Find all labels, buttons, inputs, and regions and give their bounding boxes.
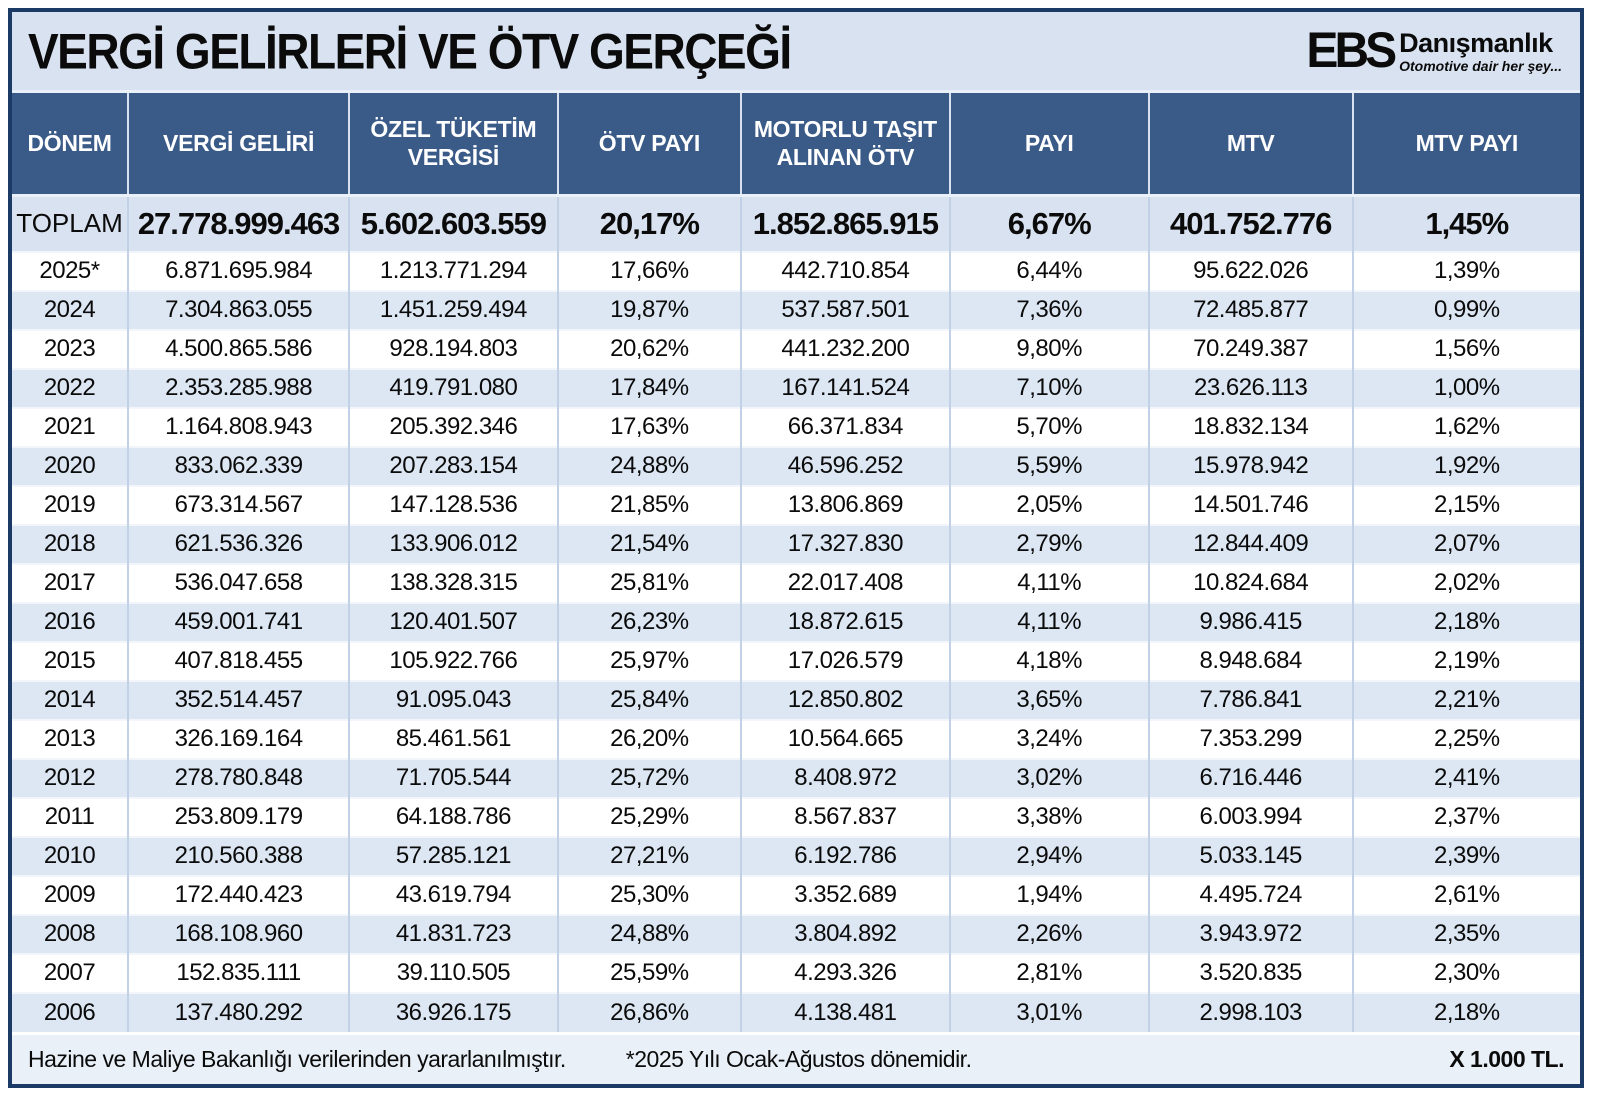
column-header-0: DÖNEM <box>12 92 128 196</box>
value-cell-5: 5.033.145 <box>1149 837 1353 876</box>
value-cell-0: 168.108.960 <box>128 915 349 954</box>
value-cell-0: 352.514.457 <box>128 681 349 720</box>
value-cell-0: 278.780.848 <box>128 759 349 798</box>
value-cell-1: 105.922.766 <box>349 642 558 681</box>
period-cell: 2007 <box>12 954 128 993</box>
value-cell-2: 17,63% <box>558 408 741 447</box>
page-title: VERGİ GELİRLERİ VE ÖTV GERÇEĞİ <box>28 22 791 80</box>
value-cell-0: 536.047.658 <box>128 564 349 603</box>
value-cell-2: 24,88% <box>558 915 741 954</box>
value-cell-1: 36.926.175 <box>349 993 558 1032</box>
value-cell-5: 3.520.835 <box>1149 954 1353 993</box>
value-cell-5: 15.978.942 <box>1149 447 1353 486</box>
value-cell-0: 407.818.455 <box>128 642 349 681</box>
value-cell-3: 8.408.972 <box>741 759 950 798</box>
value-cell-0: 172.440.423 <box>128 876 349 915</box>
value-cell-5: 6.003.994 <box>1149 798 1353 837</box>
value-cell-3: 1.852.865.915 <box>741 196 950 252</box>
period-cell: 2019 <box>12 486 128 525</box>
value-cell-0: 621.536.326 <box>128 525 349 564</box>
value-cell-3: 441.232.200 <box>741 330 950 369</box>
value-cell-3: 10.564.665 <box>741 720 950 759</box>
value-cell-3: 4.293.326 <box>741 954 950 993</box>
value-cell-3: 17.026.579 <box>741 642 950 681</box>
value-cell-0: 673.314.567 <box>128 486 349 525</box>
value-cell-4: 3,38% <box>950 798 1149 837</box>
value-cell-5: 7.353.299 <box>1149 720 1353 759</box>
value-cell-4: 4,11% <box>950 564 1149 603</box>
value-cell-2: 25,84% <box>558 681 741 720</box>
table-row-2007 <box>12 954 1580 993</box>
value-cell-4: 7,10% <box>950 369 1149 408</box>
period-cell: 2024 <box>12 291 128 330</box>
period-cell: 2015 <box>12 642 128 681</box>
table-row-2012 <box>12 759 1580 798</box>
table-row-2019 <box>12 486 1580 525</box>
total-row <box>12 196 1580 252</box>
value-cell-2: 25,72% <box>558 759 741 798</box>
period-cell: 2023 <box>12 330 128 369</box>
table-row-2022 <box>12 369 1580 408</box>
value-cell-5: 14.501.746 <box>1149 486 1353 525</box>
value-cell-3: 6.192.786 <box>741 837 950 876</box>
value-cell-3: 46.596.252 <box>741 447 950 486</box>
value-cell-1: 205.392.346 <box>349 408 558 447</box>
value-cell-0: 27.778.999.463 <box>128 196 349 252</box>
footer-band <box>12 1032 1580 1084</box>
value-cell-5: 95.622.026 <box>1149 252 1353 291</box>
value-cell-2: 26,23% <box>558 603 741 642</box>
period-cell: 2012 <box>12 759 128 798</box>
tax-revenue-table <box>12 90 1580 1032</box>
value-cell-6: 2,61% <box>1353 876 1580 915</box>
ebs-logo-brand: Danışmanlık <box>1399 27 1553 58</box>
value-cell-0: 7.304.863.055 <box>128 291 349 330</box>
value-cell-4: 3,65% <box>950 681 1149 720</box>
value-cell-6: 2,39% <box>1353 837 1580 876</box>
period-cell: 2014 <box>12 681 128 720</box>
period-cell: 2025* <box>12 252 128 291</box>
value-cell-1: 133.906.012 <box>349 525 558 564</box>
value-cell-0: 833.062.339 <box>128 447 349 486</box>
value-cell-4: 6,44% <box>950 252 1149 291</box>
period-cell: 2010 <box>12 837 128 876</box>
value-cell-1: 147.128.536 <box>349 486 558 525</box>
value-cell-1: 120.401.507 <box>349 603 558 642</box>
value-cell-4: 5,59% <box>950 447 1149 486</box>
column-header-4: MOTORLU TAŞIT ALINAN ÖTV <box>741 92 950 196</box>
value-cell-4: 7,36% <box>950 291 1149 330</box>
ebs-logo <box>1306 22 1562 79</box>
table-row-2023 <box>12 330 1580 369</box>
ebs-logo-mark: EBS <box>1306 22 1394 79</box>
value-cell-2: 20,17% <box>558 196 741 252</box>
table-row-2011 <box>12 798 1580 837</box>
period-cell: 2018 <box>12 525 128 564</box>
value-cell-2: 26,86% <box>558 993 741 1032</box>
value-cell-6: 2,19% <box>1353 642 1580 681</box>
value-cell-1: 928.194.803 <box>349 330 558 369</box>
value-cell-4: 2,05% <box>950 486 1149 525</box>
value-cell-4: 3,24% <box>950 720 1149 759</box>
table-header-row <box>12 92 1580 196</box>
value-cell-3: 18.872.615 <box>741 603 950 642</box>
value-cell-0: 253.809.179 <box>128 798 349 837</box>
column-header-6: MTV <box>1149 92 1353 196</box>
value-cell-0: 459.001.741 <box>128 603 349 642</box>
column-header-2: ÖZEL TÜKETİM VERGİSİ <box>349 92 558 196</box>
value-cell-0: 6.871.695.984 <box>128 252 349 291</box>
value-cell-6: 2,25% <box>1353 720 1580 759</box>
value-cell-2: 17,66% <box>558 252 741 291</box>
value-cell-5: 70.249.387 <box>1149 330 1353 369</box>
value-cell-3: 167.141.524 <box>741 369 950 408</box>
table-row-2010 <box>12 837 1580 876</box>
value-cell-2: 25,81% <box>558 564 741 603</box>
value-cell-1: 207.283.154 <box>349 447 558 486</box>
footer-unit-note: X 1.000 TL. <box>1449 1046 1564 1072</box>
value-cell-2: 19,87% <box>558 291 741 330</box>
value-cell-5: 3.943.972 <box>1149 915 1353 954</box>
table-row-2008 <box>12 915 1580 954</box>
value-cell-4: 3,02% <box>950 759 1149 798</box>
period-cell: 2009 <box>12 876 128 915</box>
period-cell: 2013 <box>12 720 128 759</box>
value-cell-1: 41.831.723 <box>349 915 558 954</box>
period-cell: 2021 <box>12 408 128 447</box>
value-cell-4: 4,11% <box>950 603 1149 642</box>
value-cell-1: 1.451.259.494 <box>349 291 558 330</box>
value-cell-4: 9,80% <box>950 330 1149 369</box>
value-cell-6: 2,07% <box>1353 525 1580 564</box>
value-cell-6: 1,39% <box>1353 252 1580 291</box>
value-cell-6: 0,99% <box>1353 291 1580 330</box>
value-cell-0: 2.353.285.988 <box>128 369 349 408</box>
value-cell-3: 13.806.869 <box>741 486 950 525</box>
value-cell-4: 2,26% <box>950 915 1149 954</box>
table-row-2025 <box>12 252 1580 291</box>
period-cell: 2022 <box>12 369 128 408</box>
value-cell-1: 64.188.786 <box>349 798 558 837</box>
period-cell: 2011 <box>12 798 128 837</box>
title-band <box>12 12 1580 90</box>
period-cell: 2017 <box>12 564 128 603</box>
value-cell-6: 1,00% <box>1353 369 1580 408</box>
value-cell-2: 27,21% <box>558 837 741 876</box>
table-row-2018 <box>12 525 1580 564</box>
value-cell-6: 2,18% <box>1353 603 1580 642</box>
value-cell-2: 25,29% <box>558 798 741 837</box>
column-header-1: VERGİ GELİRİ <box>128 92 349 196</box>
value-cell-6: 2,02% <box>1353 564 1580 603</box>
value-cell-2: 25,59% <box>558 954 741 993</box>
table-row-2021 <box>12 408 1580 447</box>
value-cell-6: 1,62% <box>1353 408 1580 447</box>
value-cell-5: 23.626.113 <box>1149 369 1353 408</box>
value-cell-5: 9.986.415 <box>1149 603 1353 642</box>
value-cell-4: 5,70% <box>950 408 1149 447</box>
column-header-5: PAYI <box>950 92 1149 196</box>
value-cell-5: 12.844.409 <box>1149 525 1353 564</box>
value-cell-1: 85.461.561 <box>349 720 558 759</box>
value-cell-6: 2,15% <box>1353 486 1580 525</box>
period-cell: TOPLAM <box>12 196 128 252</box>
value-cell-3: 537.587.501 <box>741 291 950 330</box>
value-cell-0: 137.480.292 <box>128 993 349 1032</box>
value-cell-3: 22.017.408 <box>741 564 950 603</box>
value-cell-2: 24,88% <box>558 447 741 486</box>
value-cell-6: 2,41% <box>1353 759 1580 798</box>
value-cell-6: 2,37% <box>1353 798 1580 837</box>
value-cell-2: 17,84% <box>558 369 741 408</box>
value-cell-6: 1,56% <box>1353 330 1580 369</box>
value-cell-1: 39.110.505 <box>349 954 558 993</box>
column-header-7: MTV PAYI <box>1353 92 1580 196</box>
value-cell-1: 138.328.315 <box>349 564 558 603</box>
value-cell-2: 20,62% <box>558 330 741 369</box>
value-cell-3: 3.352.689 <box>741 876 950 915</box>
value-cell-6: 2,18% <box>1353 993 1580 1032</box>
value-cell-1: 5.602.603.559 <box>349 196 558 252</box>
value-cell-1: 57.285.121 <box>349 837 558 876</box>
table-row-2014 <box>12 681 1580 720</box>
table-row-2009 <box>12 876 1580 915</box>
period-cell: 2008 <box>12 915 128 954</box>
value-cell-4: 1,94% <box>950 876 1149 915</box>
value-cell-3: 12.850.802 <box>741 681 950 720</box>
period-cell: 2016 <box>12 603 128 642</box>
value-cell-1: 1.213.771.294 <box>349 252 558 291</box>
value-cell-1: 419.791.080 <box>349 369 558 408</box>
value-cell-0: 4.500.865.586 <box>128 330 349 369</box>
table-frame <box>8 8 1584 1088</box>
value-cell-3: 442.710.854 <box>741 252 950 291</box>
value-cell-0: 152.835.111 <box>128 954 349 993</box>
table-row-2024 <box>12 291 1580 330</box>
table-row-2006 <box>12 993 1580 1032</box>
value-cell-6: 2,30% <box>1353 954 1580 993</box>
value-cell-4: 2,81% <box>950 954 1149 993</box>
value-cell-4: 3,01% <box>950 993 1149 1032</box>
value-cell-5: 4.495.724 <box>1149 876 1353 915</box>
table-row-2015 <box>12 642 1580 681</box>
value-cell-5: 8.948.684 <box>1149 642 1353 681</box>
period-cell: 2020 <box>12 447 128 486</box>
value-cell-3: 3.804.892 <box>741 915 950 954</box>
value-cell-2: 21,54% <box>558 525 741 564</box>
value-cell-3: 8.567.837 <box>741 798 950 837</box>
value-cell-5: 10.824.684 <box>1149 564 1353 603</box>
value-cell-4: 2,79% <box>950 525 1149 564</box>
value-cell-5: 18.832.134 <box>1149 408 1353 447</box>
value-cell-2: 25,97% <box>558 642 741 681</box>
value-cell-2: 25,30% <box>558 876 741 915</box>
value-cell-1: 91.095.043 <box>349 681 558 720</box>
footer-source-note: Hazine ve Maliye Bakanlığı verilerinden yararlanılmıştır. <box>28 1046 566 1072</box>
value-cell-6: 1,92% <box>1353 447 1580 486</box>
value-cell-1: 71.705.544 <box>349 759 558 798</box>
value-cell-0: 326.169.164 <box>128 720 349 759</box>
table-row-2017 <box>12 564 1580 603</box>
value-cell-0: 210.560.388 <box>128 837 349 876</box>
table-row-2016 <box>12 603 1580 642</box>
value-cell-2: 26,20% <box>558 720 741 759</box>
value-cell-4: 6,67% <box>950 196 1149 252</box>
value-cell-3: 17.327.830 <box>741 525 950 564</box>
column-header-3: ÖTV PAYI <box>558 92 741 196</box>
value-cell-3: 4.138.481 <box>741 993 950 1032</box>
value-cell-6: 2,35% <box>1353 915 1580 954</box>
footer-period-note: *2025 Yılı Ocak-Ağustos dönemidir. <box>625 1046 972 1072</box>
value-cell-0: 1.164.808.943 <box>128 408 349 447</box>
value-cell-6: 2,21% <box>1353 681 1580 720</box>
ebs-logo-tagline: Otomotive dair her şey... <box>1399 57 1562 74</box>
value-cell-6: 1,45% <box>1353 196 1580 252</box>
table-row-2013 <box>12 720 1580 759</box>
table-row-2020 <box>12 447 1580 486</box>
period-cell: 2006 <box>12 993 128 1032</box>
value-cell-5: 401.752.776 <box>1149 196 1353 252</box>
value-cell-5: 2.998.103 <box>1149 993 1353 1032</box>
value-cell-4: 2,94% <box>950 837 1149 876</box>
value-cell-3: 66.371.834 <box>741 408 950 447</box>
value-cell-5: 6.716.446 <box>1149 759 1353 798</box>
value-cell-1: 43.619.794 <box>349 876 558 915</box>
value-cell-2: 21,85% <box>558 486 741 525</box>
value-cell-4: 4,18% <box>950 642 1149 681</box>
value-cell-5: 72.485.877 <box>1149 291 1353 330</box>
value-cell-5: 7.786.841 <box>1149 681 1353 720</box>
